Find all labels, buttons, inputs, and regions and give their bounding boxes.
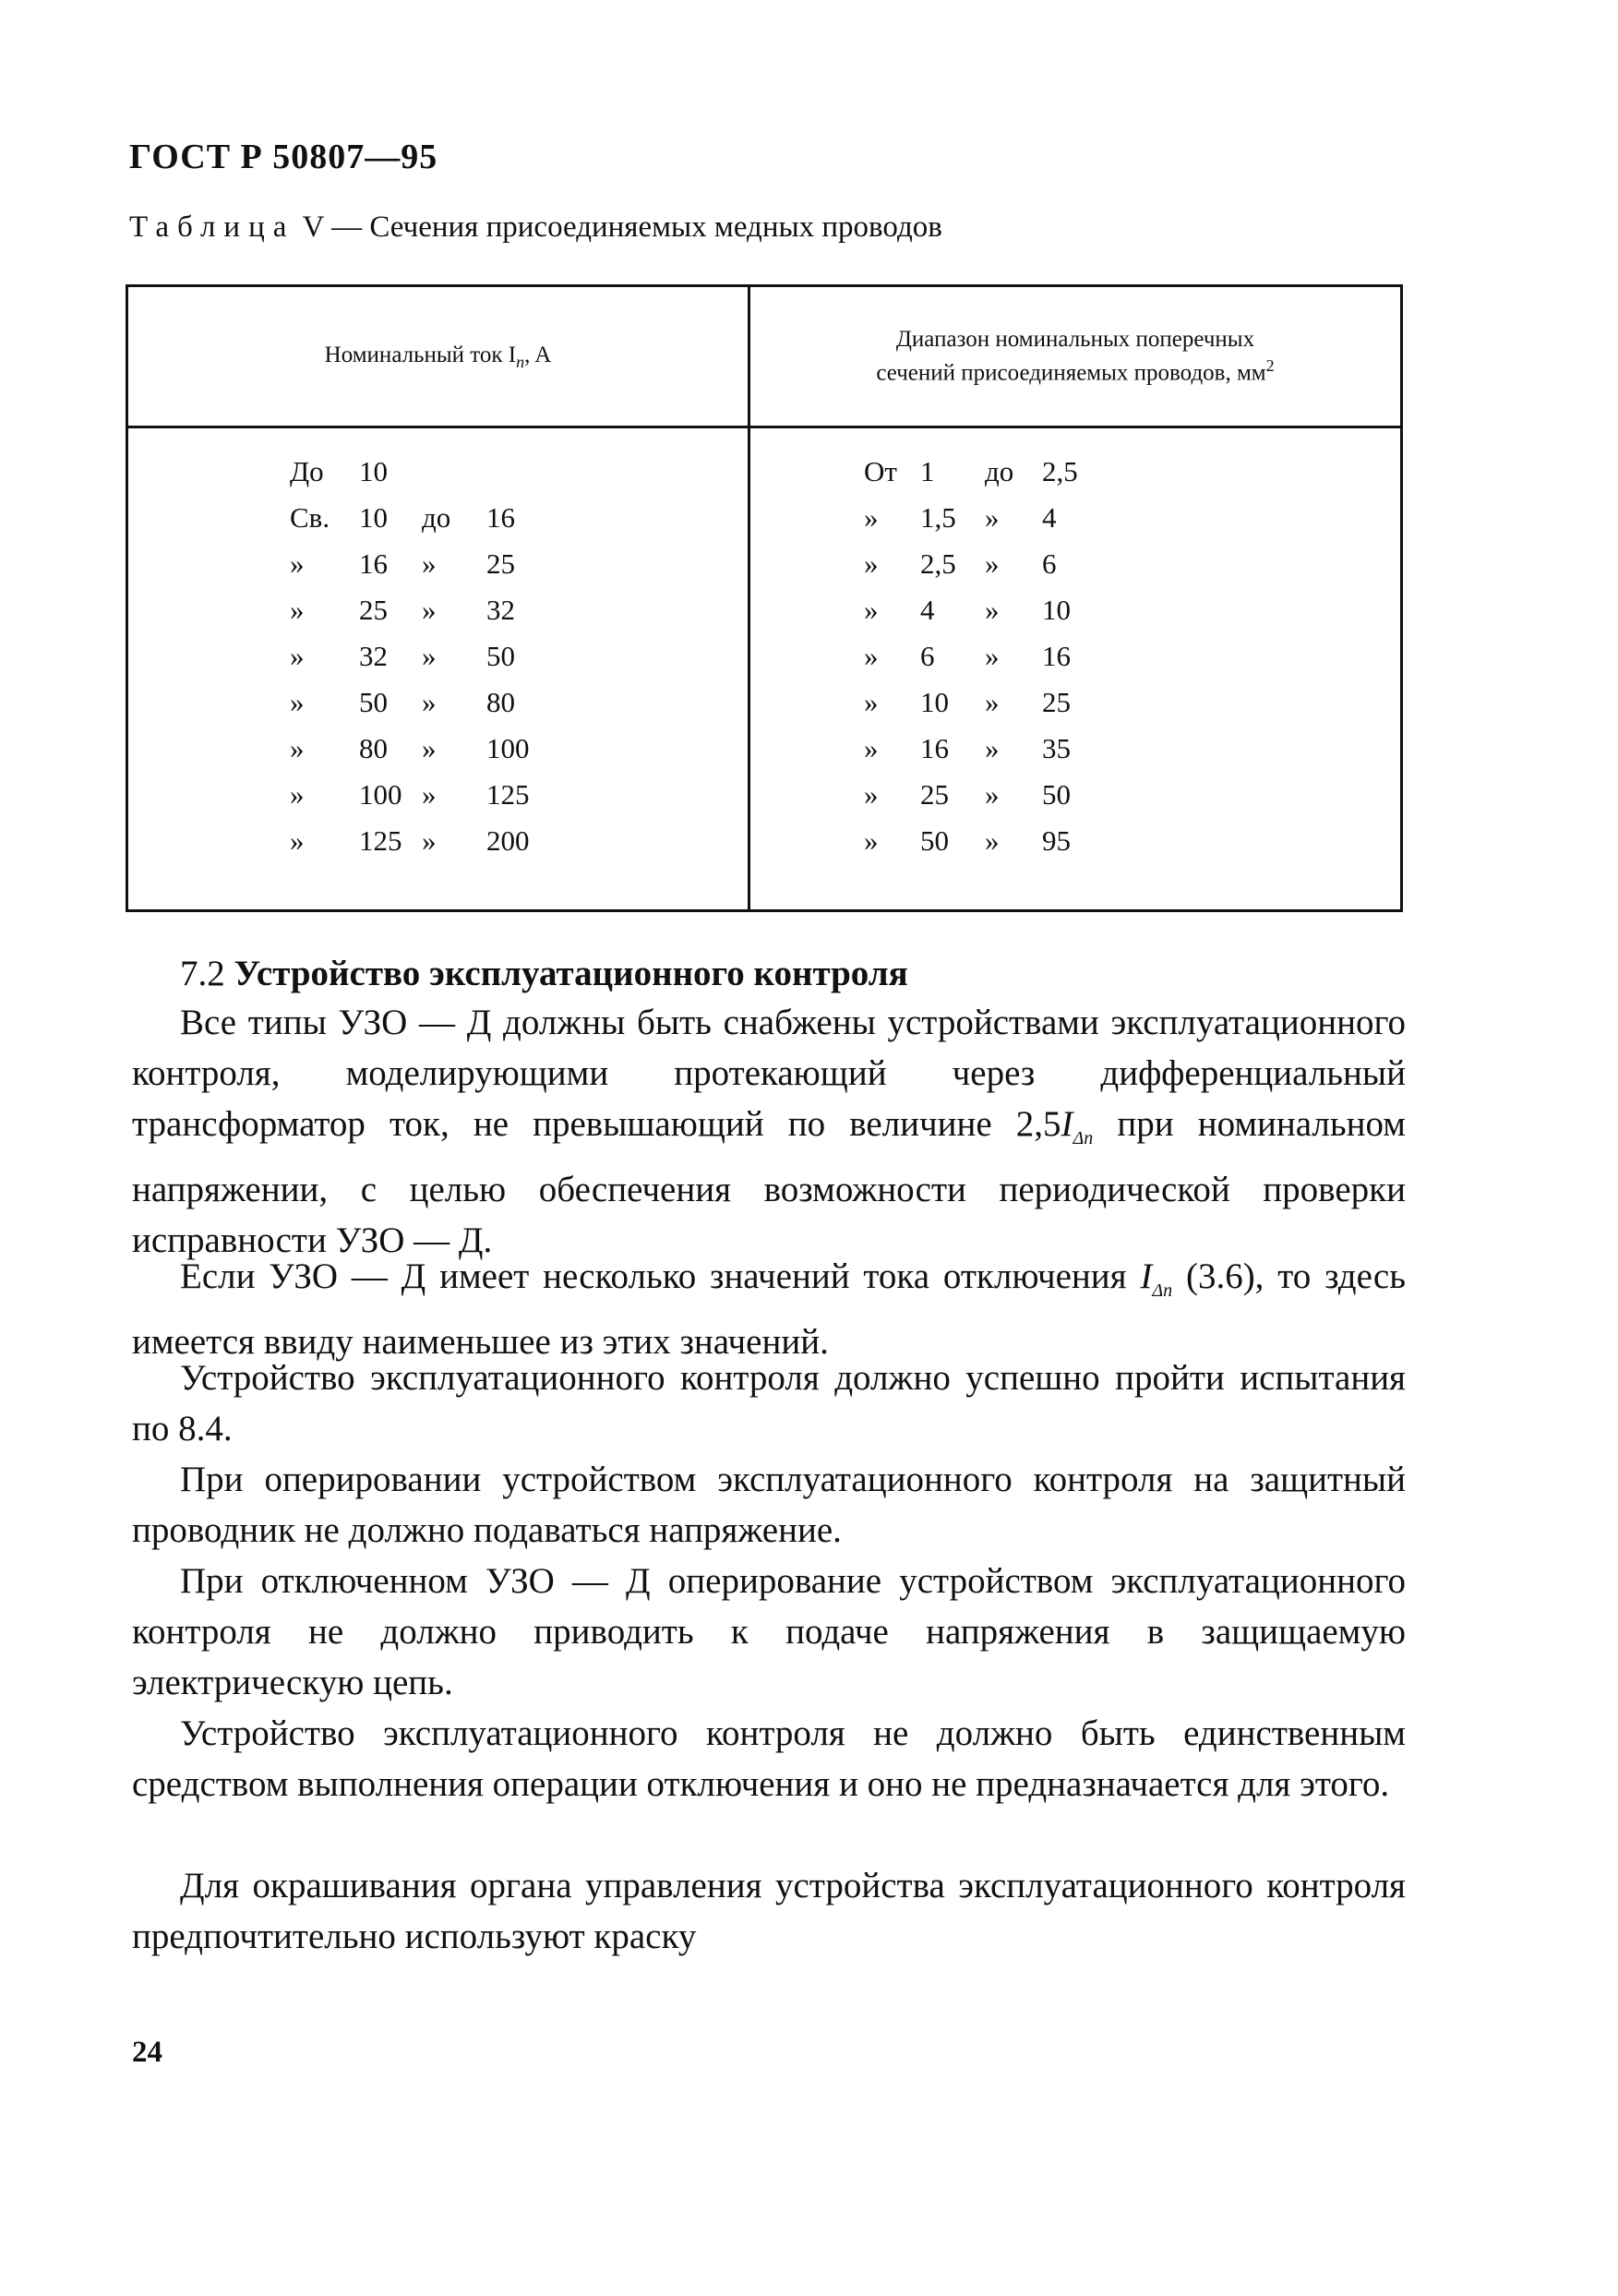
table-cell: » — [422, 778, 437, 811]
table-cell: 80 — [359, 732, 388, 764]
table-cell: » — [985, 686, 1000, 718]
table-header-divider — [128, 426, 1400, 428]
table-cell: 50 — [1042, 778, 1071, 811]
table-cell: 35 — [1042, 732, 1071, 764]
rated-current-label: Номинальный ток I — [324, 342, 517, 367]
table-cell: 32 — [486, 594, 515, 626]
current-symbol: I — [1061, 1104, 1073, 1144]
current-symbol-subscript: Δn — [1073, 1127, 1094, 1148]
paragraph-2 — [132, 1251, 1406, 1367]
table-cell: 10 — [1042, 594, 1071, 626]
table-row — [128, 501, 1400, 547]
table-cell: 1 — [920, 455, 935, 487]
table-cell: 16 — [920, 732, 949, 764]
table-cell: » — [422, 547, 437, 580]
table-cell: » — [864, 686, 879, 718]
page-number: 24 — [132, 2036, 162, 2069]
paragraph-5: При отключенном УЗО — Д оперирование устройством эксплуатационного контроля не должно приводить к подаче напряжения в защищаемую электрическую цепь. — [132, 1561, 1406, 1702]
table-cell: 4 — [1042, 501, 1057, 534]
table-cell: » — [985, 824, 1000, 857]
table-cell: 16 — [359, 547, 388, 580]
table-cell: 4 — [920, 594, 935, 626]
paragraph-4: При оперировании устройством эксплуатационного контроля на защитный проводник не должно подаваться напряжение. — [132, 1460, 1406, 1550]
table-cell: 25 — [359, 594, 388, 626]
table-cell: » — [864, 824, 879, 857]
table-cell: » — [985, 594, 1000, 626]
table-caption — [129, 210, 942, 245]
table-cell: » — [985, 732, 1000, 764]
table-cell: » — [864, 501, 879, 534]
table-row — [128, 640, 1400, 686]
section-title: Устройство эксплуатационного контроля — [234, 954, 908, 993]
current-symbol: I — [1140, 1256, 1153, 1296]
table-cell: » — [290, 640, 305, 672]
table-cell: » — [985, 778, 1000, 811]
table-cell: 50 — [486, 640, 515, 672]
table-cell: » — [290, 547, 305, 580]
paragraph-7: Для окрашивания органа управления устройства эксплуатационного контроля предпочтительно используют краску — [132, 1866, 1406, 1956]
table-cell: » — [864, 640, 879, 672]
paragraph-1-text: Все типы УЗО — Д должны быть снабжены устройствами эксплуатационного контроля, моделирующими протекающий через дифференциальный трансформатор ток, не превышающий по величине 2,5 — [132, 1003, 1406, 1144]
table-cell: до — [985, 455, 1014, 487]
table-cell: 100 — [486, 732, 530, 764]
table-cell: 16 — [486, 501, 515, 534]
table-cell: До — [290, 455, 324, 487]
table-caption-text: V — Сечения присоединяемых медных проводов — [294, 210, 942, 244]
table-cell: 10 — [359, 455, 388, 487]
table-row — [128, 824, 1400, 871]
table-cell: Св. — [290, 501, 330, 534]
table-cell: 25 — [1042, 686, 1071, 718]
table-cell: » — [290, 824, 305, 857]
table-cell: 1,5 — [920, 501, 956, 534]
table-cell: » — [290, 778, 305, 811]
table-cell: » — [422, 732, 437, 764]
table-cell: » — [864, 547, 879, 580]
table-cell: » — [422, 686, 437, 718]
section-number: 7.2 — [180, 954, 225, 993]
table-header-section-range — [750, 287, 1400, 426]
table-cell: » — [422, 640, 437, 672]
table-cell: 200 — [486, 824, 530, 857]
document-code: ГОСТ Р 50807—95 — [129, 138, 438, 176]
table-cell: » — [985, 547, 1000, 580]
table-cell: » — [290, 686, 305, 718]
table-cell: » — [290, 732, 305, 764]
table-cell: 125 — [486, 778, 530, 811]
table-cell: » — [864, 778, 879, 811]
table-cell: 10 — [920, 686, 949, 718]
table-cell: » — [422, 594, 437, 626]
paragraph-3: Устройство эксплуатационного контроля должно успешно пройти испытания по 8.4. — [132, 1358, 1406, 1449]
table-caption-word: Таблица — [129, 210, 295, 244]
table-cell: » — [985, 501, 1000, 534]
table-cell: 95 — [1042, 824, 1071, 857]
rated-current-subscript: n — [516, 352, 525, 371]
section-range-unit-power: 2 — [1265, 356, 1275, 376]
table-cell: 125 — [359, 824, 402, 857]
paragraph-1-text-end: при номинальном напряжении, с целью обеспечения возможности периодической проверки исправности УЗО — Д. — [132, 1104, 1406, 1260]
table-cell: 100 — [359, 778, 402, 811]
table-cell: 16 — [1042, 640, 1071, 672]
paragraph-2-text-end: (3.6), то здесь имеется ввиду наименьшее из этих значений. — [132, 1256, 1406, 1362]
table-row — [128, 594, 1400, 640]
table-cell: 32 — [359, 640, 388, 672]
table-cell: 50 — [920, 824, 949, 857]
table-row — [128, 732, 1400, 778]
paragraph-2-text: Если УЗО — Д имеет несколько значений тока отключения — [180, 1256, 1141, 1296]
table-cell: 25 — [486, 547, 515, 580]
table-cell: » — [290, 594, 305, 626]
table-cell: 25 — [920, 778, 949, 811]
table-row — [128, 778, 1400, 824]
table-cell: » — [985, 640, 1000, 672]
cable-section-table — [126, 284, 1403, 912]
section-range-label-line1: Диапазон номинальных поперечных — [895, 326, 1255, 352]
current-symbol-subscript: Δn — [1152, 1280, 1173, 1301]
table-cell: 10 — [359, 501, 388, 534]
section-heading — [180, 953, 908, 994]
table-cell: 50 — [359, 686, 388, 718]
paragraph-1 — [132, 997, 1406, 1266]
table-cell: От — [864, 455, 897, 487]
table-cell: 6 — [920, 640, 935, 672]
section-range-label-line2: сечений присоединяемых проводов, мм — [876, 360, 1266, 386]
table-cell: » — [864, 594, 879, 626]
table-cell: до — [422, 501, 451, 534]
table-cell: » — [422, 824, 437, 857]
table-header-rated-current — [128, 287, 748, 426]
table-cell: 2,5 — [1042, 455, 1078, 487]
table-cell: 2,5 — [920, 547, 956, 580]
rated-current-unit: , A — [524, 342, 552, 367]
table-row — [128, 547, 1400, 594]
table-cell: » — [864, 732, 879, 764]
table-row — [128, 455, 1400, 501]
table-row — [128, 686, 1400, 732]
paragraph-6: Устройство эксплуатационного контроля не должно быть единственным средством выполнения операции отключения и оно не предназначается для этого. — [132, 1713, 1406, 1804]
table-cell: 6 — [1042, 547, 1057, 580]
table-cell: 80 — [486, 686, 515, 718]
